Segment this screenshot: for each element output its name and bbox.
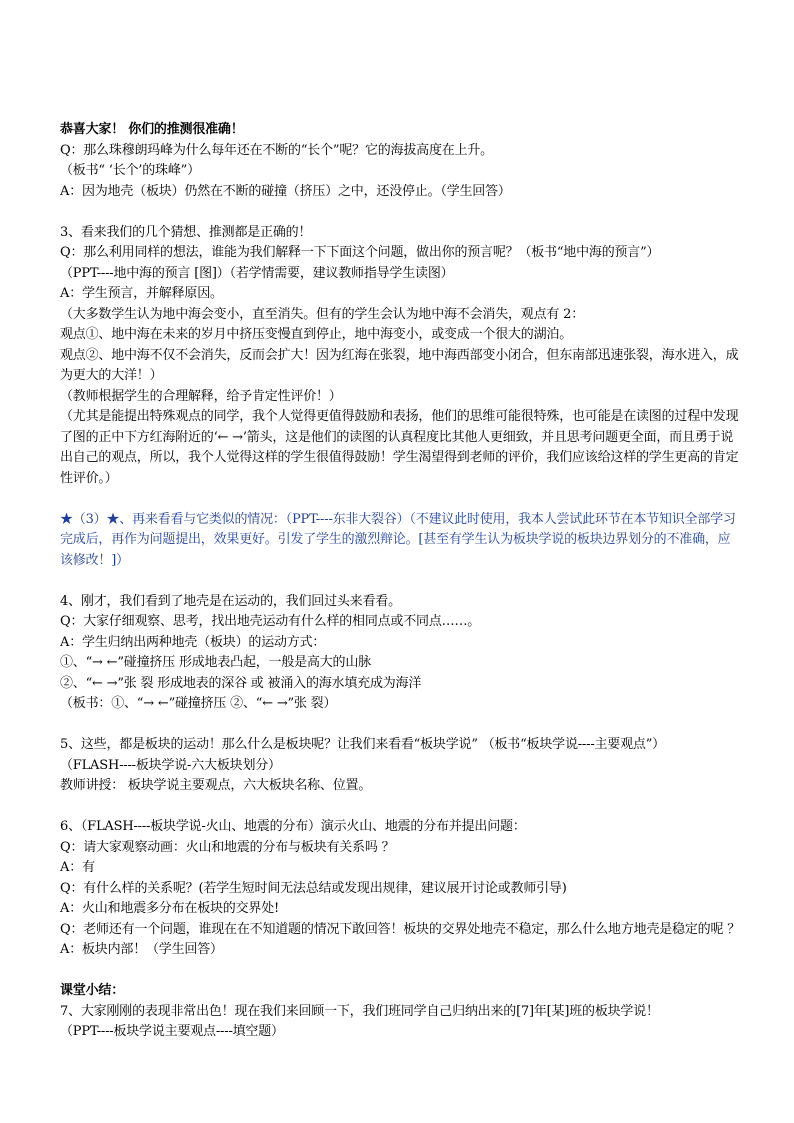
- sec4-answer: A：学生归纳出两种地壳（板块）的运动方式：: [60, 634, 326, 650]
- document-page: [60, 120, 740, 1043]
- sec6-question-3: Q：老师还有一个问题，谁现在在不知道题的情况下敢回答！板块的交界处地壳不稳定，那么什么地方地壳是稳定的呢 ？: [60, 921, 740, 937]
- sec3-opinions-intro: （大多数学生认为地中海会变小，直至消失。但有的学生会认为地中海不会消失，观点有 2：: [60, 306, 585, 322]
- intro-answer: A：因为地壳（板块）仍然在不断的碰撞（挤压）之中，还没停止。（学生回答）: [60, 183, 511, 199]
- sec3-teacher-eval: （教师根据学生的合理解释，给予肯定性评价！）: [60, 388, 342, 404]
- sec3-answer: A：学生预言，并解释原因。: [60, 286, 223, 301]
- sec4-board-note: （板书：①、“→ ←”碰撞挤压 ②、“← →”张 裂）: [60, 696, 337, 711]
- sec4-heading: 4、刚才，我们看到了地壳是在运动的，我们回过头来看看。: [60, 593, 401, 609]
- sec4-motion-rifting: ②、“← →”张 裂 形成地表的深谷 或 被涌入的海水填充成为海洋: [60, 675, 422, 691]
- summary-heading: 课堂小结：: [60, 983, 125, 998]
- intro-board-note: （板书“ ‘长个’的珠峰”）: [60, 163, 200, 178]
- sec6-answer-2: A：火山和地震多分布在板块的交界处!: [60, 901, 280, 916]
- sec5-lecture: 教师讲授： 板块学说主要观点，六大板块名称、位置。: [60, 778, 372, 793]
- sec6-question-1: Q：请大家观察动画：火山和地震的分布与板块有关系吗 ？: [60, 839, 395, 855]
- summary-line-1: 7、大家刚刚的表现非常出色！现在我们来回顾一下，我们班同学自己归纳出来的[7]年[某]班的板块学说！: [60, 1003, 659, 1019]
- sec5-heading: 5、这些，都是板块的运动！那么什么是板块呢？让我们来看看“板块学说” （板书“板块学说----主要观点”）: [60, 737, 665, 752]
- intro-question: Q：那么珠穆朗玛峰为什么每年还在不断的“长个”呢？它的海拔高度在上升。: [60, 142, 493, 158]
- sec3-heading: 3、看来我们的几个猜想、推测都是正确的！: [60, 224, 312, 240]
- sec3-question: Q：那么利用同样的想法，谁能为我们解释一下下面这个问题，做出你的预言呢？（板书“地中海的预言”）: [60, 245, 660, 260]
- sec3-opinion-1: 观点①、地中海在未来的岁月中挤压变慢直到停止，地中海变小，或变成一个很大的湖泊。: [60, 327, 573, 342]
- sec6-question-2: Q：有什么样的关系呢？(若学生短时间无法总结或发现出规律，建议展开讨论或教师引导): [60, 880, 567, 896]
- east-africa-rift-note: ★（3）★、再来看看与它类似的情况：（PPT----东非大裂谷）（不建议此时使用，我本人尝试此环节在本节知识全部学习完成后，再作为问题提出，效果更好。引发了学生的激烈辩论。[甚至有学生认为板块学说的板块边界划分的不准确，应该修改！]）: [60, 511, 736, 568]
- sec4-question: Q：大家仔细观察、思考，找出地壳运动有什么样的相同点或不同点……。: [60, 614, 481, 629]
- sec6-answer-3: A：板块内部！（学生回答）: [60, 942, 223, 957]
- sec6-heading: 6、（FLASH----板块学说-火山、地震的分布）演示火山、地震的分布并提出问题：: [60, 819, 526, 834]
- sec4-motion-collision: ①、“→ ←”碰撞挤压 形成地表凸起，一般是高大的山脉: [60, 655, 371, 670]
- sec3-ppt-note: （PPT----地中海的预言 [图]）（若学情需要，建议教师指导学生读图）: [60, 265, 454, 281]
- intro-congrats: 恭喜大家！ 你们的推测很准确！: [60, 122, 244, 137]
- sec6-answer-1: A：有: [60, 860, 95, 875]
- sec3-special-note: （尤其是能提出特殊观点的同学，我个人觉得更值得鼓励和表扬，他们的思维可能很特殊，也可能是在读图的过程中发现了图的正中下方红海附近的‘← →’箭头，这是他们的读图的认真程度比其他人更细致，并且思考问题更全面，而且勇于说出自己的观点，所以，我个人觉得这样的学生很值得鼓励！学生渴望得到老师的评价，我们应该给这样的学生更高的肯定性评价。）: [60, 409, 739, 486]
- summary-line-2: （PPT----板块学说主要观点----填空题）: [60, 1024, 284, 1039]
- sec5-flash-note: （FLASH----板块学说-六大板块划分）: [60, 757, 281, 773]
- sec3-opinion-2: 观点②、地中海不仅不会消失，反而会扩大！因为红海在张裂，地中海西部变小闭合，但东南部迅速张裂，海水进入，成为更大的大洋！）: [60, 347, 739, 383]
